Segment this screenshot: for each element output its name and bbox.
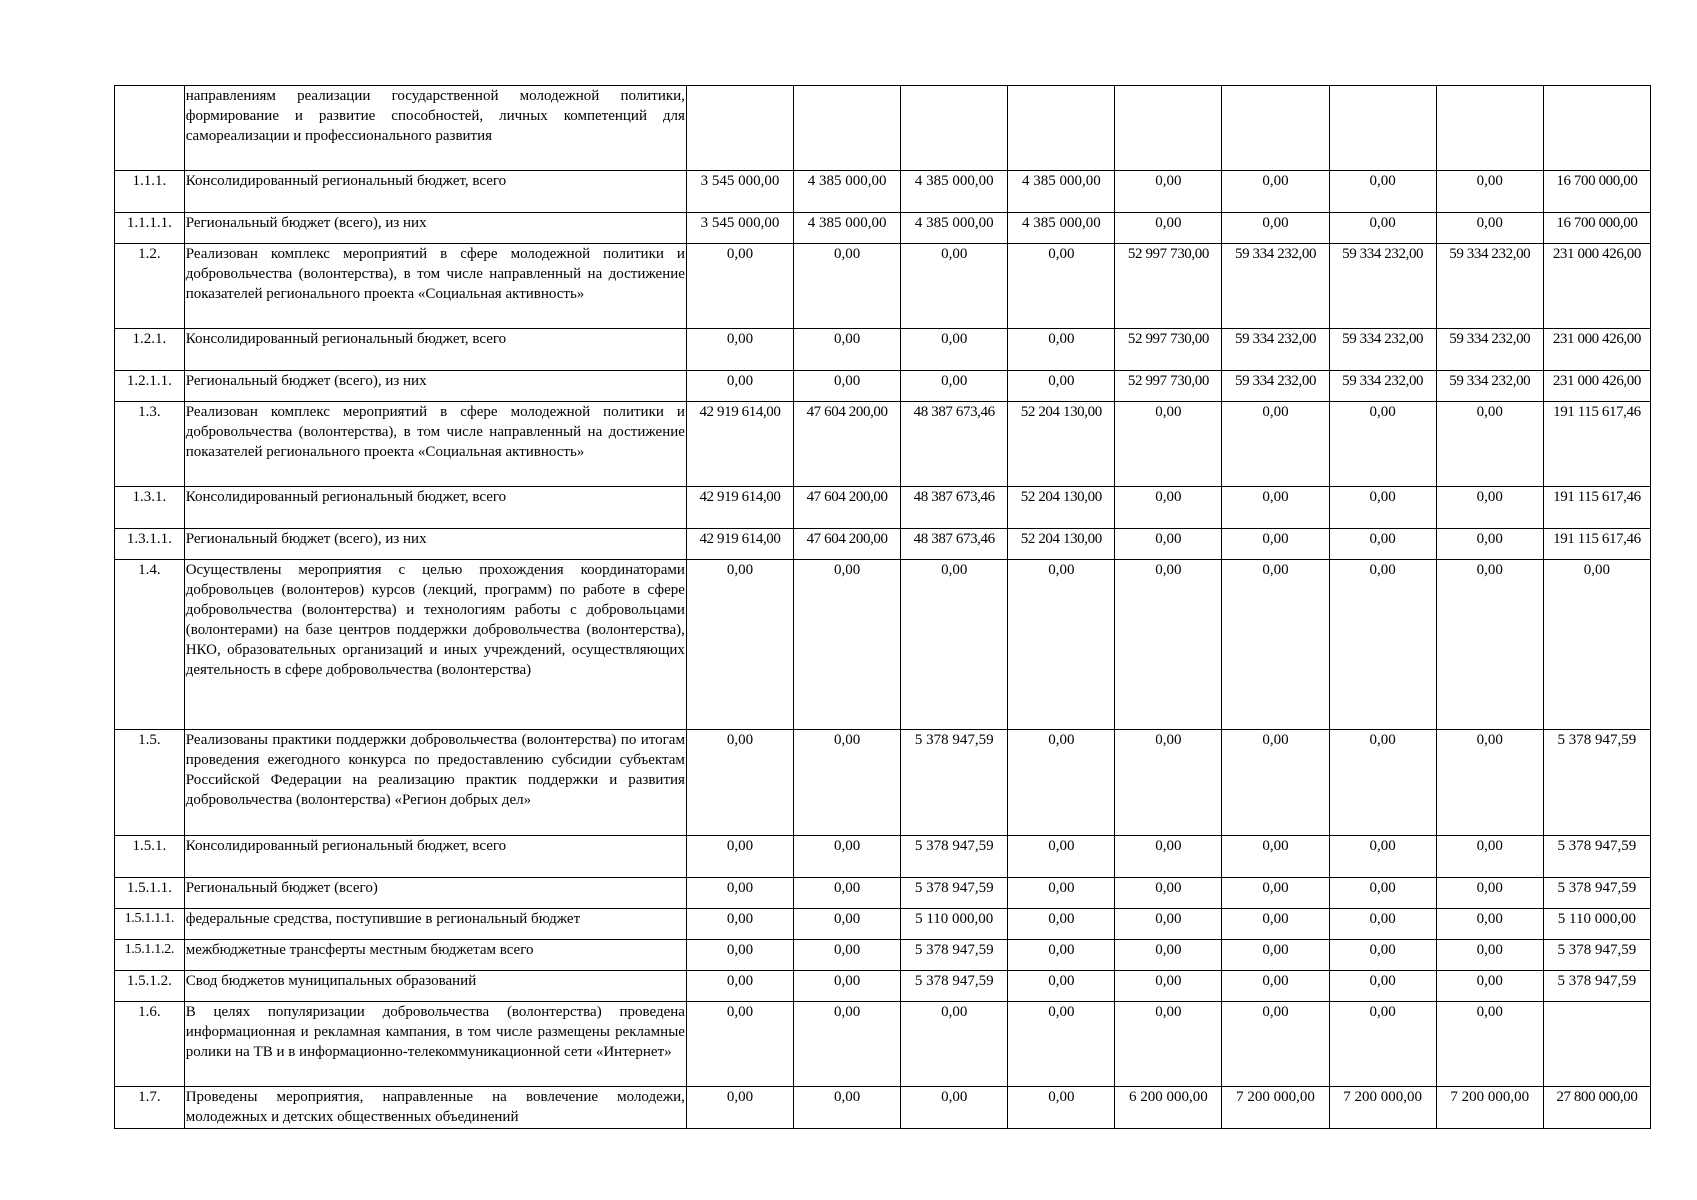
value-cell: 47 604 200,00 [794,402,901,487]
value-cell: 0,00 [1115,940,1222,971]
value-cell: 0,00 [686,940,793,971]
row-number: 1.5.1.1. [115,878,185,909]
value-cell: 0,00 [1008,1002,1115,1087]
value-cell: 48 387 673,46 [901,529,1008,560]
row-number: 1.5.1.1.2. [115,940,185,971]
value-cell: 0,00 [1222,560,1329,730]
value-cell: 5 378 947,59 [901,940,1008,971]
value-cell: 4 385 000,00 [1008,171,1115,213]
row-description: Проведены мероприятия, направленные на вовлечение молодежи, молодежных и детских общественных объединений [184,1087,686,1129]
row-number: 1.3. [115,402,185,487]
value-cell: 0,00 [686,560,793,730]
value-cell: 0,00 [1436,487,1543,529]
value-cell: 0,00 [1436,1002,1543,1087]
value-cell: 59 334 232,00 [1222,244,1329,329]
row-number: 1.1.1. [115,171,185,213]
table-row [115,244,1651,329]
value-cell: 0,00 [1329,1002,1436,1087]
value-cell: 231 000 426,00 [1543,329,1650,371]
value-cell: 0,00 [1436,171,1543,213]
table-row [115,971,1651,1002]
value-cell: 0,00 [1436,836,1543,878]
value-cell: 0,00 [1115,971,1222,1002]
value-cell: 0,00 [794,244,901,329]
value-cell: 0,00 [1329,730,1436,836]
value-cell: 4 385 000,00 [901,213,1008,244]
value-cell [686,86,793,171]
row-number: 1.7. [115,1087,185,1129]
value-cell: 0,00 [1008,909,1115,940]
value-cell: 0,00 [1222,171,1329,213]
row-description: Консолидированный региональный бюджет, всего [184,329,686,371]
value-cell: 0,00 [1115,213,1222,244]
value-cell: 5 378 947,59 [1543,878,1650,909]
value-cell: 0,00 [1329,909,1436,940]
value-cell: 0,00 [1329,402,1436,487]
table-body [115,86,1651,1129]
value-cell: 0,00 [794,940,901,971]
row-number: 1.2. [115,244,185,329]
value-cell: 0,00 [1436,878,1543,909]
value-cell: 0,00 [1008,244,1115,329]
value-cell: 47 604 200,00 [794,487,901,529]
table-row [115,487,1651,529]
value-cell: 0,00 [1008,878,1115,909]
row-number: 1.5.1.1.1. [115,909,185,940]
row-number [115,86,185,171]
value-cell: 3 545 000,00 [686,171,793,213]
table-row [115,171,1651,213]
value-cell: 0,00 [1436,730,1543,836]
value-cell: 0,00 [1222,487,1329,529]
value-cell: 0,00 [794,1087,901,1129]
value-cell: 0,00 [686,371,793,402]
value-cell: 47 604 200,00 [794,529,901,560]
row-description: Реализован комплекс мероприятий в сфере молодежной политики и добровольчества (волонтерства), в том числе направленный на достижение показателей регионального проекта «Социальная активность» [184,402,686,487]
value-cell: 0,00 [1222,836,1329,878]
value-cell: 231 000 426,00 [1543,244,1650,329]
value-cell: 52 204 130,00 [1008,487,1115,529]
value-cell: 0,00 [1222,971,1329,1002]
value-cell: 42 919 614,00 [686,529,793,560]
value-cell: 0,00 [1222,213,1329,244]
value-cell: 0,00 [1115,402,1222,487]
value-cell: 59 334 232,00 [1329,371,1436,402]
value-cell: 0,00 [901,244,1008,329]
table-row [115,836,1651,878]
value-cell: 0,00 [1222,1002,1329,1087]
value-cell: 0,00 [1115,836,1222,878]
value-cell: 0,00 [794,878,901,909]
value-cell: 0,00 [1008,329,1115,371]
value-cell: 5 110 000,00 [1543,909,1650,940]
value-cell: 0,00 [1436,529,1543,560]
row-number: 1.3.1. [115,487,185,529]
value-cell: 0,00 [1115,878,1222,909]
value-cell: 0,00 [686,1087,793,1129]
value-cell [1543,86,1650,171]
value-cell: 0,00 [1008,836,1115,878]
value-cell: 0,00 [1008,971,1115,1002]
value-cell: 7 200 000,00 [1222,1087,1329,1129]
table-row [115,371,1651,402]
row-description: межбюджетные трансферты местным бюджетам всего [184,940,686,971]
value-cell [1436,86,1543,171]
value-cell: 42 919 614,00 [686,487,793,529]
value-cell: 0,00 [686,878,793,909]
row-description: федеральные средства, поступившие в региональный бюджет [184,909,686,940]
value-cell: 0,00 [1436,213,1543,244]
table-row [115,878,1651,909]
table-row [115,1087,1651,1129]
row-description: Региональный бюджет (всего), из них [184,371,686,402]
value-cell: 0,00 [1436,402,1543,487]
value-cell: 5 378 947,59 [901,836,1008,878]
value-cell: 191 115 617,46 [1543,402,1650,487]
value-cell: 0,00 [1115,730,1222,836]
value-cell: 0,00 [794,836,901,878]
value-cell: 5 378 947,59 [1543,730,1650,836]
value-cell: 0,00 [1222,909,1329,940]
budget-table [114,85,1651,1129]
value-cell: 0,00 [1436,560,1543,730]
row-description: Реализованы практики поддержки добровольчества (волонтерства) по итогам проведения ежегодного конкурса по предоставлению субсидии субъектам Российской Федерации на реализацию практик поддержки и развития добровольчества (волонтерства) «Регион добрых дел» [184,730,686,836]
value-cell: 52 997 730,00 [1115,329,1222,371]
row-number: 1.5.1. [115,836,185,878]
row-number: 1.4. [115,560,185,730]
value-cell: 48 387 673,46 [901,402,1008,487]
value-cell: 4 385 000,00 [794,213,901,244]
value-cell: 0,00 [1329,171,1436,213]
value-cell: 191 115 617,46 [1543,487,1650,529]
value-cell [901,86,1008,171]
value-cell: 0,00 [794,1002,901,1087]
value-cell: 0,00 [1115,909,1222,940]
value-cell: 0,00 [686,836,793,878]
value-cell: 0,00 [1329,213,1436,244]
value-cell: 5 110 000,00 [901,909,1008,940]
table-row [115,329,1651,371]
table-row [115,909,1651,940]
value-cell: 5 378 947,59 [1543,971,1650,1002]
row-description: Осуществлены мероприятия с целью прохождения координаторами добровольцев (волонтеров) курсов (лекций, программ) по работе в сфере добровольчества (волонтерства) и технологиям работы с добровольцами (волонтерами) на базе центров поддержки добровольчества (волонтерства), НКО, образовательных организаций и иных учреждений, осуществляющих деятельность в сфере добровольчества (волонтерства) [184,560,686,730]
value-cell: 52 204 130,00 [1008,529,1115,560]
row-description: Консолидированный региональный бюджет, всего [184,171,686,213]
value-cell [1543,1002,1650,1087]
value-cell: 0,00 [1222,730,1329,836]
value-cell: 0,00 [1008,730,1115,836]
value-cell: 6 200 000,00 [1115,1087,1222,1129]
value-cell [794,86,901,171]
row-number: 1.2.1. [115,329,185,371]
row-description: Реализован комплекс мероприятий в сфере молодежной политики и добровольчества (волонтерства), в том числе направленный на достижение показателей регионального проекта «Социальная активность» [184,244,686,329]
value-cell: 0,00 [794,909,901,940]
value-cell: 0,00 [1436,940,1543,971]
value-cell: 0,00 [686,730,793,836]
value-cell: 59 334 232,00 [1329,329,1436,371]
value-cell: 0,00 [1008,940,1115,971]
row-description: Консолидированный региональный бюджет, всего [184,487,686,529]
row-description: Региональный бюджет (всего), из них [184,529,686,560]
value-cell: 0,00 [1329,529,1436,560]
value-cell: 48 387 673,46 [901,487,1008,529]
value-cell: 0,00 [1115,560,1222,730]
value-cell: 191 115 617,46 [1543,529,1650,560]
value-cell: 27 800 000,00 [1543,1087,1650,1129]
value-cell: 59 334 232,00 [1436,329,1543,371]
value-cell: 0,00 [1329,560,1436,730]
value-cell: 0,00 [901,1002,1008,1087]
value-cell: 0,00 [1329,487,1436,529]
value-cell: 0,00 [901,371,1008,402]
row-number: 1.1.1.1. [115,213,185,244]
value-cell: 3 545 000,00 [686,213,793,244]
value-cell: 0,00 [686,971,793,1002]
value-cell: 5 378 947,59 [1543,836,1650,878]
value-cell: 0,00 [1115,487,1222,529]
row-number: 1.2.1.1. [115,371,185,402]
value-cell: 0,00 [1222,940,1329,971]
value-cell: 0,00 [1329,836,1436,878]
table-row [115,940,1651,971]
value-cell: 0,00 [1115,529,1222,560]
value-cell: 42 919 614,00 [686,402,793,487]
table-row [115,213,1651,244]
value-cell: 0,00 [686,909,793,940]
value-cell: 5 378 947,59 [901,878,1008,909]
value-cell: 0,00 [1008,371,1115,402]
value-cell: 59 334 232,00 [1436,371,1543,402]
row-description: направлениям реализации государственной молодежной политики, формирование и развитие способностей, личных компетенций для самореализации и профессионального развития [184,86,686,171]
value-cell: 0,00 [1222,529,1329,560]
value-cell: 0,00 [1008,1087,1115,1129]
value-cell: 0,00 [686,1002,793,1087]
row-description: Региональный бюджет (всего), из них [184,213,686,244]
value-cell: 231 000 426,00 [1543,371,1650,402]
value-cell: 0,00 [1436,909,1543,940]
value-cell: 0,00 [1115,1002,1222,1087]
value-cell: 59 334 232,00 [1329,244,1436,329]
value-cell: 59 334 232,00 [1436,244,1543,329]
row-number: 1.3.1.1. [115,529,185,560]
value-cell: 0,00 [1222,402,1329,487]
table-row [115,730,1651,836]
value-cell [1329,86,1436,171]
value-cell: 4 385 000,00 [901,171,1008,213]
value-cell: 0,00 [794,371,901,402]
value-cell: 59 334 232,00 [1222,329,1329,371]
value-cell: 52 997 730,00 [1115,371,1222,402]
row-description: Консолидированный региональный бюджет, всего [184,836,686,878]
value-cell: 52 997 730,00 [1115,244,1222,329]
table-row [115,529,1651,560]
row-number: 1.5. [115,730,185,836]
value-cell: 5 378 947,59 [901,730,1008,836]
row-description: Региональный бюджет (всего) [184,878,686,909]
value-cell: 0,00 [1115,171,1222,213]
value-cell: 0,00 [1329,878,1436,909]
value-cell: 0,00 [686,329,793,371]
value-cell: 16 700 000,00 [1543,213,1650,244]
value-cell: 0,00 [794,560,901,730]
table-row [115,1002,1651,1087]
value-cell [1115,86,1222,171]
value-cell: 5 378 947,59 [1543,940,1650,971]
value-cell: 0,00 [794,730,901,836]
table-row [115,402,1651,487]
value-cell: 16 700 000,00 [1543,171,1650,213]
value-cell: 0,00 [1436,971,1543,1002]
value-cell: 7 200 000,00 [1329,1087,1436,1129]
row-description: В целях популяризации добровольчества (волонтерства) проведена информационная и рекламная кампания, в том числе размещены рекламные ролики на ТВ и в информационно-телекоммуникационной сети «Интернет» [184,1002,686,1087]
value-cell: 5 378 947,59 [901,971,1008,1002]
value-cell: 52 204 130,00 [1008,402,1115,487]
value-cell: 59 334 232,00 [1222,371,1329,402]
value-cell: 0,00 [1329,971,1436,1002]
value-cell: 0,00 [901,1087,1008,1129]
row-number: 1.5.1.2. [115,971,185,1002]
table-row [115,86,1651,171]
value-cell: 4 385 000,00 [794,171,901,213]
value-cell: 4 385 000,00 [1008,213,1115,244]
value-cell: 0,00 [1543,560,1650,730]
value-cell: 0,00 [686,244,793,329]
value-cell: 0,00 [1008,560,1115,730]
value-cell: 7 200 000,00 [1436,1087,1543,1129]
value-cell: 0,00 [901,560,1008,730]
value-cell: 0,00 [901,329,1008,371]
value-cell: 0,00 [1222,878,1329,909]
row-description: Свод бюджетов муниципальных образований [184,971,686,1002]
row-number: 1.6. [115,1002,185,1087]
value-cell [1222,86,1329,171]
value-cell: 0,00 [794,329,901,371]
value-cell [1008,86,1115,171]
value-cell: 0,00 [794,971,901,1002]
value-cell: 0,00 [1329,940,1436,971]
table-row [115,560,1651,730]
